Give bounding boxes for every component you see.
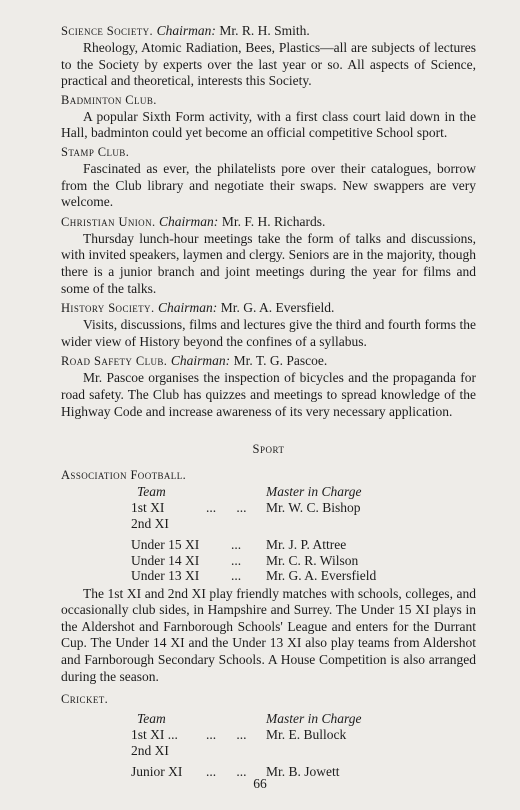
table-row (131, 568, 376, 584)
section-title: Association Football. (61, 468, 187, 483)
master-name: Mr. G. A. Eversfield (266, 568, 377, 584)
section-science-society (61, 22, 476, 90)
section-heading (61, 352, 476, 370)
master-name: Mr. E. Bullock (266, 727, 347, 743)
team-name: 1st XI ... (131, 727, 178, 743)
chairman-name: Mr. T. G. Pascoe. (233, 353, 328, 369)
football-teams-table (131, 484, 376, 584)
team-name: 2nd XI (131, 742, 169, 758)
section-title: Science Society. (61, 24, 154, 38)
section-text: The 1st XI and 2nd XI play friendly matches with schools, colleges, and occasionally club sides, in Hampshire and Surrey. The Under 15 XI plays in the Aldershot and Farnborough Schools' League and enters for the Durrant Cup. The Under 14 XI and the Under 13 XI also play teams from Aldershot and Farnborough Secondary Schools. A House Competition is also arranged during the season. (61, 585, 476, 684)
section-text: Mr. Pascoe organises the inspection of bicycles and the propaganda for road safety. The Club has quizzes and meetings to spread knowledge of the Highway Code and increase awareness of its very necessary application. (61, 370, 476, 419)
section-cricket (61, 691, 476, 780)
chairman-label: Chairman: (170, 353, 231, 369)
chairman-label: Chairman: (159, 213, 219, 229)
chairman-label: Chairman: (158, 300, 218, 316)
chairman-name: Mr. G. A. Eversfield. (220, 300, 335, 316)
section-title: Cricket. (61, 692, 109, 707)
section-christian-union (61, 213, 476, 297)
table-row (131, 553, 376, 569)
leader-dots: ... (230, 537, 242, 553)
cricket-teams-table (131, 711, 362, 780)
leader-dots: ... (230, 568, 242, 584)
leader-dots: ... ... (206, 500, 247, 516)
master-name (266, 743, 362, 759)
leader-dots: ... ... (206, 764, 247, 780)
section-text: Thursday lunch-hour meetings take the form of talks and discussions, with invited speakers, laymen and clergy. Seniors are in the majority, though there is a junior branch and joint meetings during the year for films and some of the talks. (61, 230, 476, 296)
team-name: Under 14 XI (131, 552, 200, 568)
chairman-name: Mr. F. H. Richards. (221, 213, 326, 229)
section-association-football (61, 467, 476, 685)
section-badminton-club (61, 92, 476, 142)
team-name: Junior XI (131, 764, 183, 780)
team-name: 2nd XI (131, 515, 169, 531)
team-column-header: Team (137, 484, 166, 500)
chairman-label: Chairman: (156, 23, 216, 38)
chairman-name: Mr. R. H. Smith. (219, 23, 310, 38)
team-column-header: Team (137, 711, 166, 727)
sport-title: Sport (252, 442, 285, 457)
spacer-cell (206, 711, 266, 727)
section-heading (61, 22, 476, 40)
section-title: Badminton Club. (61, 92, 157, 107)
section-heading (61, 213, 476, 231)
section-title: History Society. (61, 301, 155, 316)
section-stamp-club (61, 144, 476, 211)
leader-dots (206, 743, 266, 759)
table-row (131, 500, 376, 516)
table-header-row (131, 484, 376, 500)
section-history-society (61, 299, 476, 350)
section-heading (61, 144, 476, 161)
table-row (131, 516, 376, 532)
section-title: Christian Union. (61, 214, 156, 229)
section-text: A popular Sixth Form activity, with a first class court laid down in the Hall, badminton could yet become an official competitive School sport. (61, 108, 476, 141)
team-name: 1st XI (131, 500, 165, 516)
master-name: Mr. W. C. Bishop (266, 500, 361, 516)
master-name (266, 516, 376, 532)
section-title: Stamp Club. (61, 144, 130, 159)
leader-dots (206, 516, 266, 532)
master-name: Mr. B. Jowett (266, 764, 340, 780)
master-column-header: Master in Charge (266, 711, 362, 727)
page-number: 66 (253, 776, 267, 791)
section-road-safety-club (61, 352, 476, 420)
section-title: Road Safety Club. (61, 354, 168, 369)
master-column-header: Master in Charge (266, 484, 362, 500)
spacer-cell (206, 484, 266, 500)
section-text: Fascinated as ever, the philatelists pore over their catalogues, borrow from the Club library and negotiate their swaps. New swappers are very welcome. (61, 160, 476, 210)
section-heading (61, 92, 476, 109)
table-header-row (131, 711, 362, 727)
section-text: Visits, discussions, films and lectures give the third and fourth forms the wider view of History beyond the confines of a syllabus. (61, 317, 476, 349)
page-content (61, 22, 476, 780)
team-name: Under 13 XI (131, 568, 200, 584)
leader-dots: ... (230, 552, 242, 568)
master-name: Mr. J. P. Attree (266, 537, 347, 553)
team-name: Under 15 XI (131, 537, 200, 553)
section-heading (61, 299, 476, 317)
leader-dots: ... ... (206, 727, 247, 743)
table-row (131, 743, 362, 759)
master-name: Mr. C. R. Wilson (266, 552, 359, 568)
table-row (131, 531, 376, 553)
section-text: Rheology, Atomic Radiation, Bees, Plastics—all are subjects of lectures to the Society by experts over the last year or so. All aspects of Science, practical and theoretical, interests this Society. (61, 40, 476, 89)
table-row (131, 727, 362, 743)
